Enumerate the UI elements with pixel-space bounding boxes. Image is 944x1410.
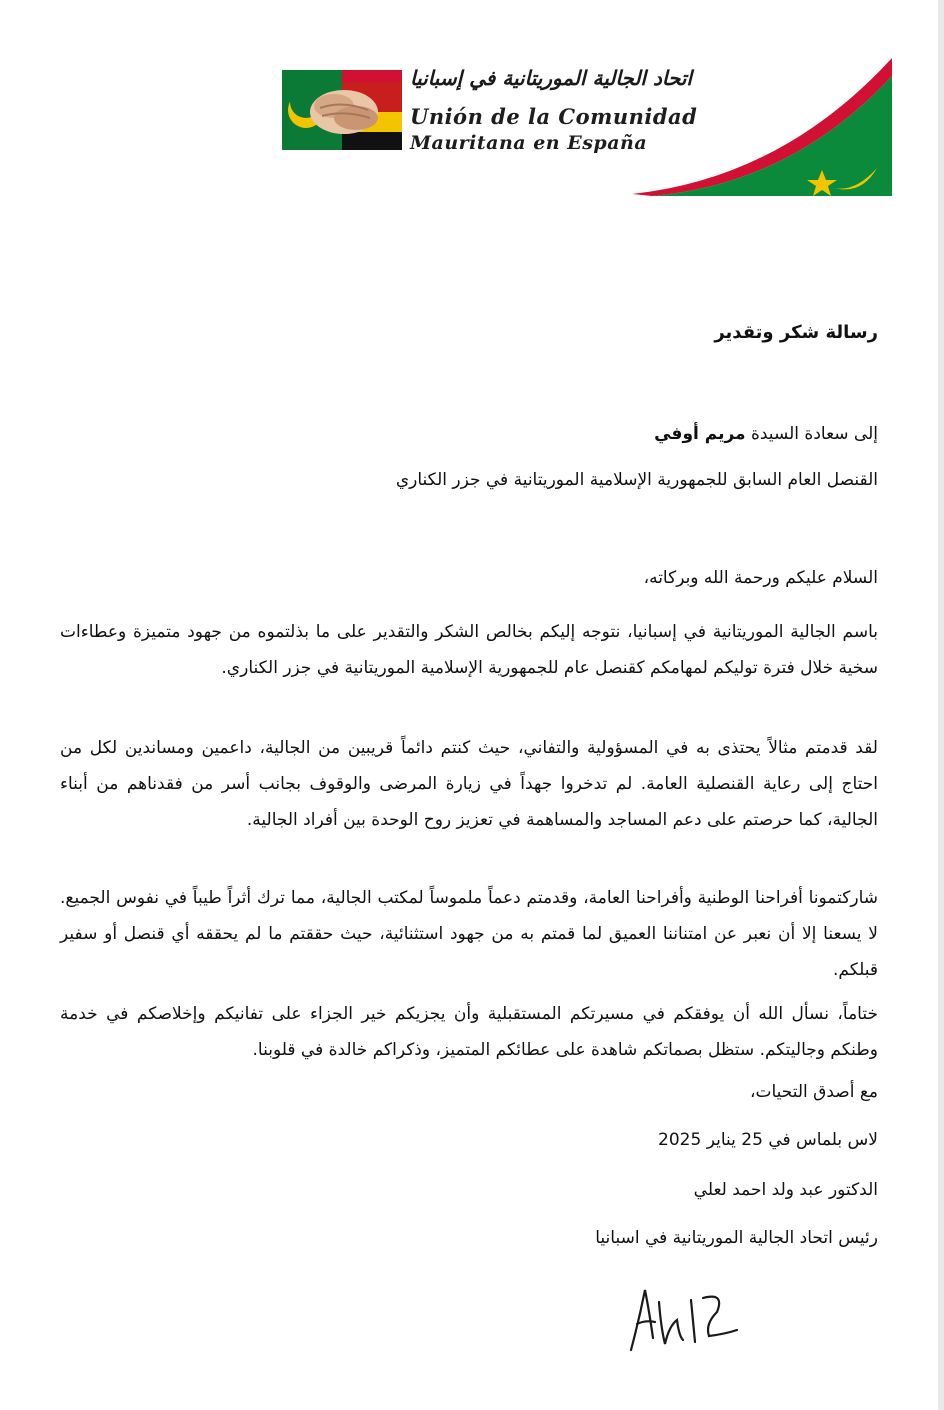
page-edge <box>938 0 944 1410</box>
recipient-line <box>654 424 878 444</box>
handwritten-signature <box>625 1280 745 1355</box>
paragraph-2: لقد قدمتم مثالاً يحتذى به في المسؤولية والتفاني، حيث كنتم دائماً قريبين من الجالية، داعمين ومساندين لكل من احتاج إلى رعاية القنصلية العامة. لم تدخروا جهداً في زيارة المرضى والوقوف بجانب أسر من فقدناهم من أبناء الجالية، كما حرصتم على دعم المساجد والمساهمة في تعزيز روح الوحدة بين أفراد الجالية. <box>60 738 878 830</box>
org-name-spanish-line2: Mauritana en España <box>410 132 648 154</box>
letter-title: رسالة شكر وتقدير <box>714 322 878 343</box>
flag-ribbon <box>632 58 892 196</box>
paragraph-1: باسم الجالية الموريتانية في إسبانيا، نتوجه إليكم بخالص الشكر والتقدير على ما بذلتموه من جهود متميزة وعطاءات سخية خلال فترة توليكم لمهامكم كقنصل عام للجمهورية الإسلامية الموريتانية في جزر الكناري. <box>60 622 878 678</box>
signatory-title: رئيس اتحاد الجالية الموريتانية في اسبانيا <box>595 1228 878 1248</box>
greeting: السلام عليكم ورحمة الله وبركاته، <box>643 568 878 588</box>
letterhead <box>282 58 892 196</box>
org-name-arabic: اتحاد الجالية الموريتانية في إسبانيا <box>410 66 692 90</box>
org-name-spanish-line1: Unión de la Comunidad <box>410 104 698 129</box>
recipient-prefix: إلى سعادة السيدة <box>745 424 878 444</box>
signatory-name: الدكتور عبد ولد احمد لعلي <box>693 1180 878 1200</box>
org-logo <box>282 70 402 150</box>
paragraph-4: ختاماً، نسأل الله أن يوفقكم في مسيرتكم المستقبلية وأن يجزيكم خير الجزاء على تفانيكم وإخلاصكم في خدمة وطنكم وجاليتكم. ستظل بصماتكم شاهدة على عطائكم المتميز، وذكراكم خالدة في قلوبنا. <box>60 1004 878 1060</box>
recipient-position: القنصل العام السابق للجمهورية الإسلامية الموريتانية في جزر الكناري <box>395 470 878 490</box>
paragraph-3: شاركتمونا أفراحنا الوطنية وأفراحنا العامة، وقدمتم دعماً ملموساً لمكتب الجالية، مما ترك أثراً طيباً في نفوس الجميع. لا يسعنا إلا أن نعبر عن امتناننا العميق لما قمتم به من جهود استثنائية، حيث حققتم ما لم يحققه أي قنصل أو سفير قبلكم. <box>60 888 878 980</box>
recipient-name: مريم أوفي <box>654 424 746 444</box>
place-date: لاس بلماس في 25 يناير 2025 <box>658 1130 878 1150</box>
closing: مع أصدق التحيات، <box>749 1082 878 1102</box>
